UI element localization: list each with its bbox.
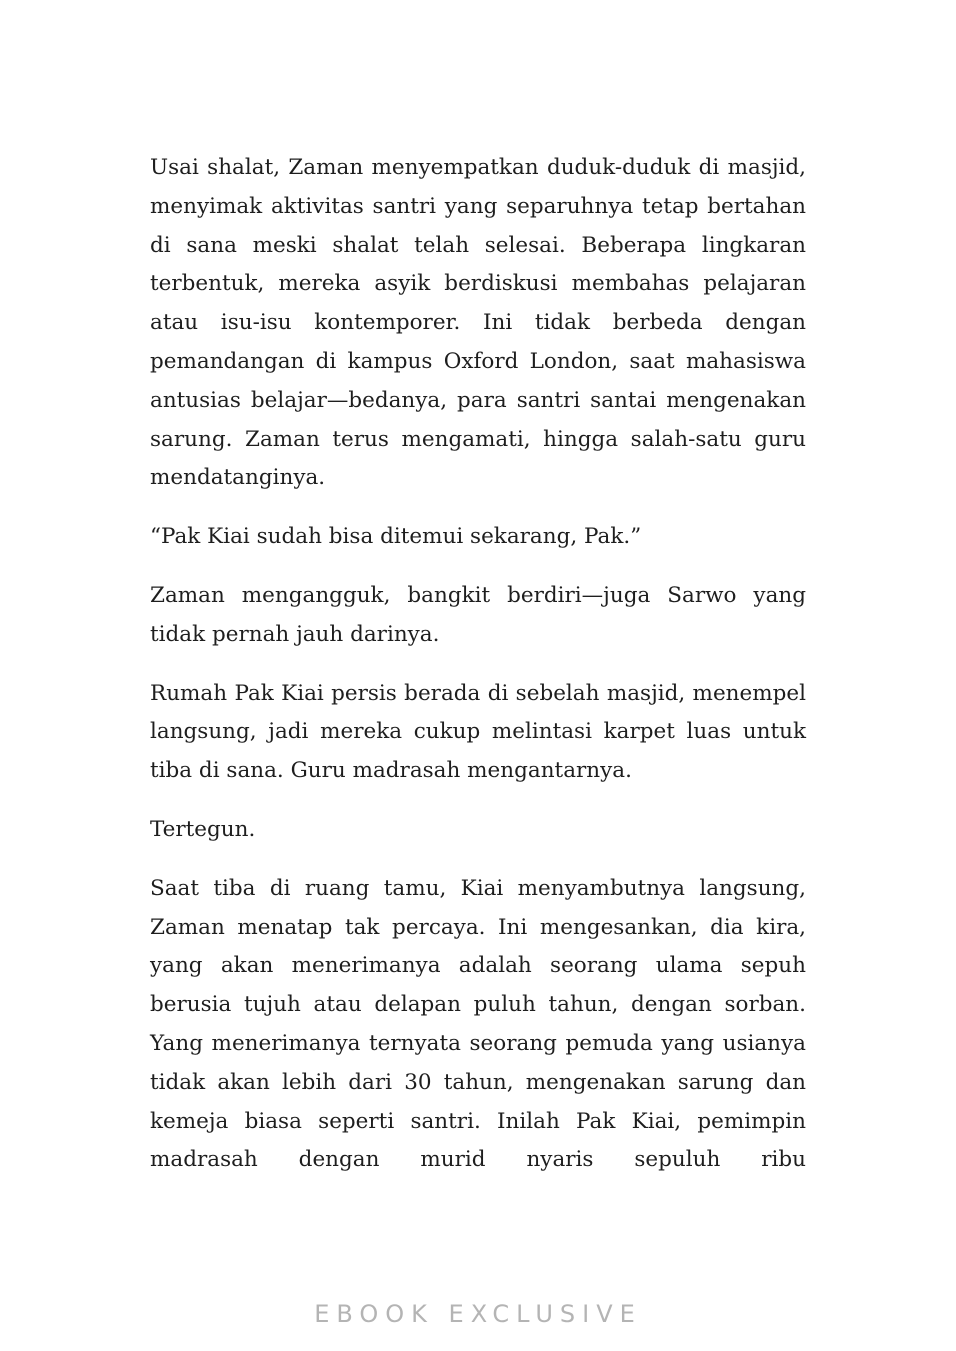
paragraph-6: Saat tiba di ruang tamu, Kiai menyambutnya langsung, Zaman menatap tak percaya. Ini mengesankan, dia kira, yang akan menerimanya adalah seorang ulama sepuh berusia tujuh atau delapan puluh tahun, dengan sorban. Yang menerimanya ternyata seorang pemuda yang usianya tidak akan lebih dari 30 tahun, mengenakan sarung dan kemeja biasa seperti santri. Inilah Pak Kiai, pemimpin madrasah dengan murid nyaris sepuluh ribu xyxy=(150,875,806,1173)
paragraph-1: Usai shalat, Zaman menyempatkan duduk-duduk di masjid, menyimak aktivitas santri yang separuhnya tetap bertahan di sana meski shalat telah selesai. Beberapa lingkaran terbentuk, mereka asyik berdiskusi membahas pelajaran atau isu-isu kontemporer. Ini tidak berbeda dengan pemandangan di kampus Oxford London, saat mahasiswa antusias belajar—bedanya, para santri santai mengenakan sarung. Zaman terus mengamati, hingga salah-satu guru mendatanginya. xyxy=(150,155,806,491)
paragraph-2: “Pak Kiai sudah bisa ditemui sekarang, Pak.” xyxy=(150,524,642,550)
paragraph-4: Rumah Pak Kiai persis berada di sebelah masjid, menempel langsung, jadi mereka cukup melintasi karpet luas untuk tiba di sana. Guru madrasah mengantarnya. xyxy=(150,680,806,784)
paragraph-5: Tertegun. xyxy=(150,816,256,842)
footer-watermark: EBOOK EXCLUSIVE xyxy=(314,1300,642,1328)
body-text xyxy=(150,149,806,1200)
paragraph-3: Zaman mengangguk, bangkit berdiri—juga Sarwo yang tidak pernah jauh darinya. xyxy=(150,582,806,647)
